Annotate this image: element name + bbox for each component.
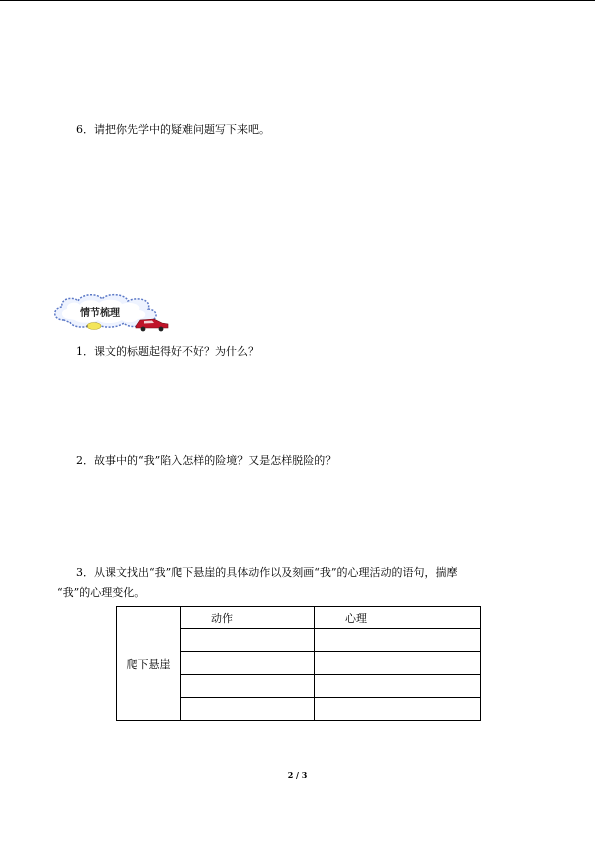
- answer-cell-action[interactable]: [181, 652, 315, 675]
- answer-cell-action[interactable]: [181, 675, 315, 698]
- column-header-action: 动作: [181, 607, 315, 629]
- row-label-climb-down-cliff: 爬下悬崖: [117, 607, 181, 721]
- answer-cell-action[interactable]: [181, 698, 315, 721]
- car-icon: [132, 314, 172, 332]
- section-badge: [50, 292, 170, 334]
- question-2: 2．故事中的“我”陷入怎样的险境？又是怎样脱险的？: [76, 454, 337, 467]
- question-3-line-1: 3．从课文找出“我”爬下悬崖的具体动作以及刻画“我”的心理活动的语句，揣摩: [76, 566, 458, 579]
- table-row: [117, 607, 481, 629]
- answer-table: [116, 606, 481, 721]
- answer-cell-mind[interactable]: [315, 652, 481, 675]
- question-1: 1．课文的标题起得好不好？为什么？: [76, 345, 259, 358]
- answer-cell-action[interactable]: [181, 629, 315, 652]
- question-6: 6．请把你先学中的疑难问题写下来吧。: [76, 123, 270, 136]
- column-header-mind: 心理: [315, 607, 481, 629]
- section-title: 情节梳理: [80, 308, 120, 319]
- answer-cell-mind[interactable]: [315, 675, 481, 698]
- question-3-line-2: “我”的心理变化。: [57, 586, 146, 599]
- answer-cell-mind[interactable]: [315, 629, 481, 652]
- answer-cell-mind[interactable]: [315, 698, 481, 721]
- pencil-icon: [86, 319, 126, 333]
- page-number: 2 / 3: [287, 770, 308, 780]
- top-rule: [0, 0, 595, 1]
